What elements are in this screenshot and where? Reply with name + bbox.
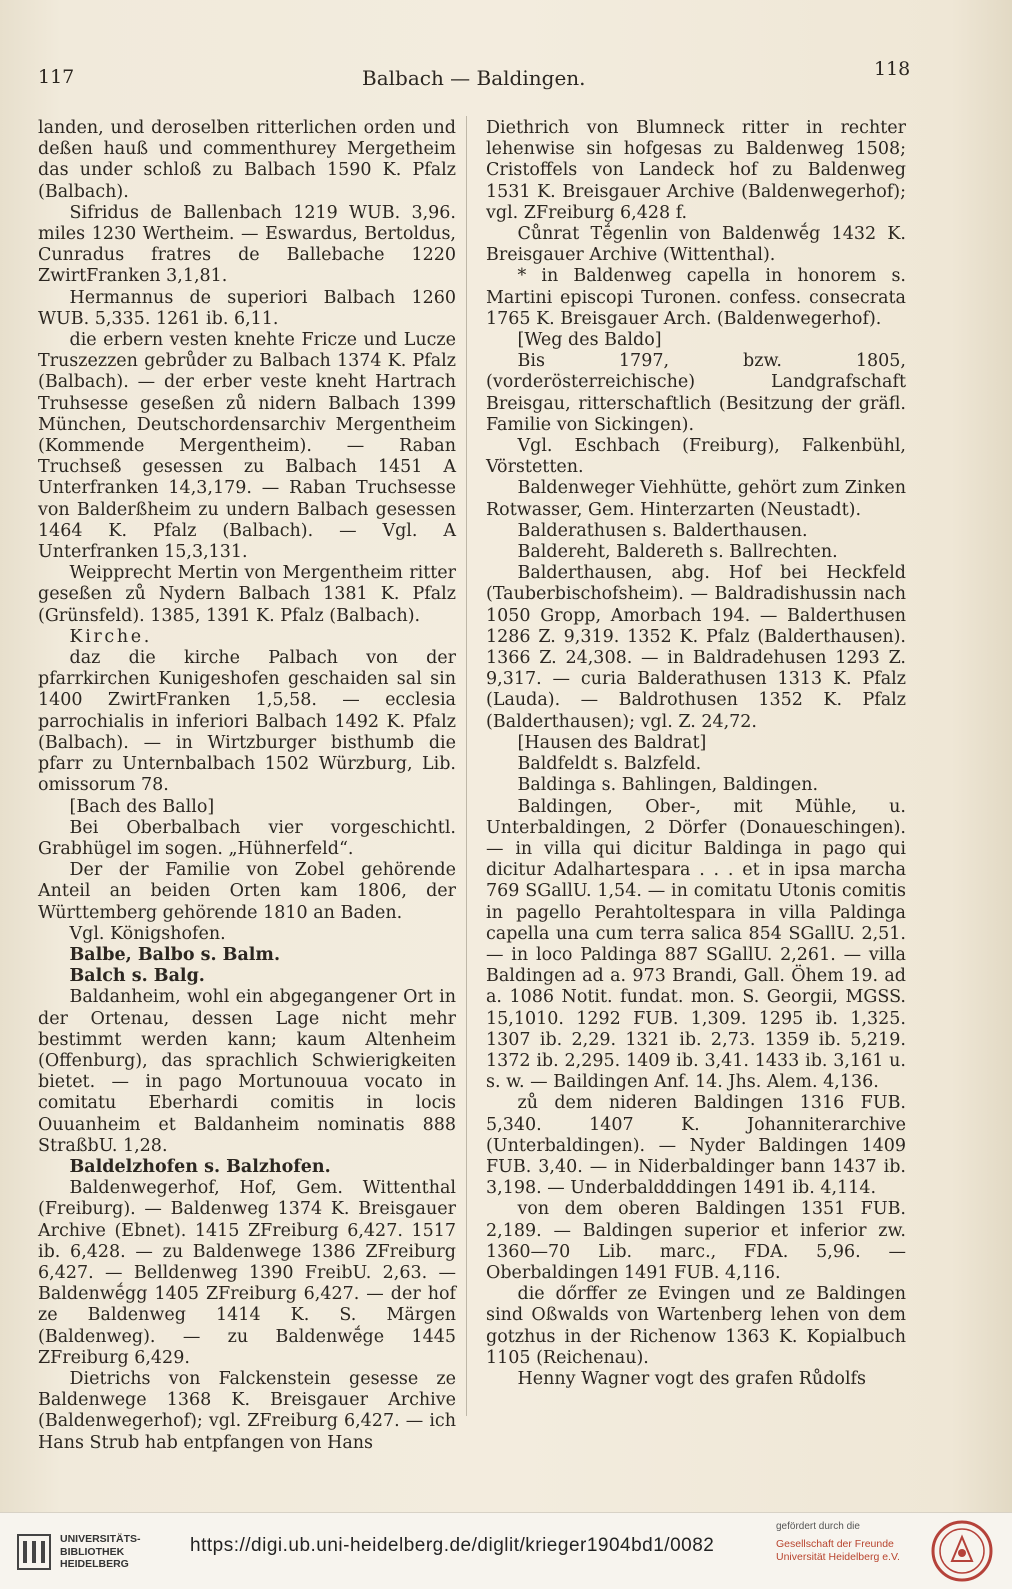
entry-baldenweger-viehhuette: Baldenweger Viehhütte, gehört zum Zinken Rotwasser, Gem. Hinterzarten (Neustadt). xyxy=(486,478,906,520)
paragraph: von dem oberen Baldingen 1351 FUB. 2,189. — Baldingen superior et inferior zw. 1360—70 Lib. marc., FDA. 5,96. — Oberbaldingen 1491 FUB. 4,116. xyxy=(486,1199,906,1283)
entry-lemma: Balbe, Balbo s. Balm. xyxy=(69,944,281,965)
permalink-url[interactable]: https://digi.ub.uni-heidelberg.de/diglit/krieger1904bd1/0082 xyxy=(190,1535,715,1556)
entry-baldfeldt: Baldfeldt s. Balzfeld. xyxy=(517,754,702,775)
paragraph: Hermannus de superiori Balbach 1260 WUB. 5,335. 1261 ib. 6,11. xyxy=(38,287,456,329)
paragraph: Bei Oberbalbach vier vorgeschichtl. Grabhügel im sogen. „Hühnerfeld“. xyxy=(38,817,456,859)
right-column xyxy=(486,118,906,1390)
sponsor-block[interactable] xyxy=(776,1521,916,1564)
left-column xyxy=(38,118,456,1454)
paragraph: Henny Wagner vogt des grafen Růdolfs xyxy=(517,1368,866,1389)
entry-balderthausen: Balderthausen, abg. Hof bei Heckfeld (Tauberbischofsheim). — Baldradishussin nach 1050 Gropp, Amorbach 194. — Balderthusen 1286 Z. 9,319. 1352 K. Pfalz (Balderthausen). 1366 Z. 24,308. — in Baldradehusen 1293 Z. 9,317. — curia Balderathusen 1313 K. Pfalz (Lauda). — Baldrothusen 1352 K. Pfalz (Balderthausen); vgl. Z. 24,72. xyxy=(486,563,906,732)
page-number-left: 117 xyxy=(38,66,75,88)
library-logo-icon xyxy=(14,1529,54,1575)
viewer-footer xyxy=(0,1512,1012,1589)
column-divider xyxy=(466,116,467,1416)
paragraph: [Hausen des Baldrat] xyxy=(517,732,707,753)
entry-baldereht: Baldereht, Baldereth s. Ballrechten. xyxy=(517,542,838,563)
page-title: Balbach — Baldingen. xyxy=(362,66,586,90)
entry-lemma: Baldelzhofen s. Balzhofen. xyxy=(69,1156,331,1177)
paragraph: [Weg des Baldo] xyxy=(517,330,662,351)
paragraph: die dőrffer ze Evingen und ze Baldingen sind Oßwalds von Wartenberg lehen von dem gotzhus in der Richenow 1363 K. Kopialbuch 1105 (Reichenau). xyxy=(486,1284,906,1368)
paragraph: Dietrichs von Falckenstein gesesse ze Baldenwege 1368 K. Breisgauer Archive (Baldenwegerhof); vgl. ZFreiburg 6,427. — ich Hans Strub hab entpfangen von Hans xyxy=(38,1368,456,1453)
entry-baldanheim: Baldanheim, wohl ein abgegangener Ort in der Ortenau, dessen Lage nicht mehr bestimmt werden kann; kaum Altenheim (Offenburg), das sprachlich Schwierigkeiten bietet. — in pago Mortunouua vocato in comitatu Eberhardi comitis in locis Ouuanheim et Baldanheim nominatis 888 StraßbU. 1,28. xyxy=(38,987,456,1156)
paragraph: Bis 1797, bzw. 1805, (vorderösterreichische) Landgrafschaft Breisgau, ritterschaftlich (Besitzung der gräfl. Familie von Sickingen). xyxy=(486,351,906,435)
page-number-right: 118 xyxy=(874,58,911,80)
paragraph: Diethrich von Blumneck ritter in rechter lehenwise sin hofgesas zu Baldenweg 1508; Cristoffels von Landeck hof zu Baldenweg 1531 K. Breisgauer Archive (Baldenwegerhof); vgl. ZFreiburg 6,428 f. xyxy=(486,118,906,223)
paragraph: Cůnrat Tḗgenlin von Baldenwḗg 1432 K. Breisgauer Archive (Wittenthal). xyxy=(486,224,906,266)
paragraph: Vgl. Königshofen. xyxy=(69,923,226,944)
paragraph: Weipprecht Mertin von Mergentheim ritter geseßen zů Nydern Balbach 1381 K. Pfalz (Grünsfeld). 1385, 1391 K. Pfalz (Balbach). xyxy=(38,563,456,626)
running-head xyxy=(32,58,912,92)
paragraph: landen, und deroselben ritterlichen orden und deßen hauß und commenthurey Mergetheim das under schloß zu Balbach 1590 K. Pfalz (Balbach). xyxy=(38,118,456,202)
paragraph: Sifridus de Ballenbach 1219 WUB. 3,96. miles 1230 Wertheim. — Eswardus, Bertoldus, Cunradus fratres de Ballebache 1220 ZwirtFranken 3,1,81. xyxy=(38,202,456,287)
paragraph: [Bach des Ballo] xyxy=(69,796,215,817)
entry-lemma: Balch s. Balg. xyxy=(69,966,205,987)
entry-baldingen: Baldingen, Ober-, mit Mühle, u. Unterbaldingen, 2 Dörfer (Donaueschingen). — in villa qui dicitur Baldinga in pago qui dicitur Adalhartespara . . . et in ipsa marcha 769 SGallU. 1,54. — in comitatu Utonis comitis in pagello Perahtoltespara in villa Paldinga capella una cum terra salica 854 SGallU. 2,51. — in loco Paldinga 887 SGallU. 2,261. — villa Baldingen ad a. 973 Brandi, Gall. Öhem 19. ad a. 1086 Notit. fundat. mon. S. Georgii, MGSS. 15,1010. 1292 FUB. 1,309. 1295 ib. 1,325. 1307 ib. 2,29. 1321 ib. 2,73. 1359 ib. 5,219. 1372 ib. 2,295. 1409 ib. 3,41. 1433 ib. 3,161 u. s. w. — Baildingen Anf. 14. Jhs. Alem. 4,136. xyxy=(486,796,906,1093)
paragraph: daz die kirche Palbach von der pfarrkirchen Kunigeshofen geschaiden sal sin 1400 ZwirtFranken 1,5,58. — ecclesia parrochialis in inferiori Balbach 1492 K. Pfalz (Balbach). — in Wirtzburger bisthumb die pfarr zu Unternbalbach 1502 Würzburg, Lib. omissorum 78. xyxy=(38,648,456,796)
paragraph: * in Baldenweg capella in honorem s. Martini episcopi Turonen. confess. consecrata 1765 K. Breisgauer Arch. (Baldenwegerhof). xyxy=(486,266,906,329)
sponsor-name: Gesellschaft der Freunde Universität Heidelberg e.V. xyxy=(776,1538,900,1563)
paragraph: Vgl. Eschbach (Freiburg), Falkenbühl, Vörstetten. xyxy=(486,436,906,478)
sponsor-note: gefördert durch die xyxy=(776,1521,860,1532)
university-seal-icon xyxy=(930,1519,994,1583)
entry-baldenwegerhof: Baldenwegerhof, Hof, Gem. Wittenthal (Freiburg). — Baldenweg 1374 K. Breisgauer Archive (Ebnet). 1415 ZFreiburg 6,427. 1517 ib. 6,428. — zu Baldenwege 1386 ZFreiburg 6,427. — Belldenweg 1390 FreibU. 2,63. — Baldenwḗgg 1405 ZFreiburg 6,427. — der hof ze Baldenweg 1414 K. S. Märgen (Baldenweg). — zu Baldenwḗge 1445 ZFreiburg 6,429. xyxy=(38,1178,456,1368)
paragraph: zů dem nideren Baldingen 1316 FUB. 5,340. 1407 K. Johanniterarchive (Unterbaldingen). — Nyder Baldingen 1409 FUB. 3,40. — in Niderbaldinger bann 1437 ib. 3,198. — Underbaldddingen 1491 ib. 4,114. xyxy=(486,1093,906,1199)
entry-balderathusen: Balderathusen s. Balderthausen. xyxy=(517,520,808,541)
paragraph: Der der Familie von Zobel gehörende Anteil an beiden Orten kam 1806, der Württemberg gehörende 1810 an Baden. xyxy=(38,860,456,923)
section-heading: Kirche. xyxy=(69,626,152,647)
entry-baldinga: Baldinga s. Bahlingen, Baldingen. xyxy=(517,775,819,796)
library-logo[interactable] xyxy=(14,1529,174,1575)
paragraph: die erbern vesten knehte Fricze und Lucze Truszezzen gebrůder zu Balbach 1374 K. Pfalz (Balbach). — der erber veste kneht Hartrach Truhsesse geseßen zů nidern Balbach 1399 München, Deutschordensarchiv Mergentheim (Kommende Mergentheim). — Raban Truchseß gesessen zu Balbach 1451 A Unterfranken 14,3,179. — Raban Truchsesse von Balderßheim zu undern Balbach gesessen 1464 K. Pfalz (Balbach). — Vgl. A Unterfranken 15,3,131. xyxy=(38,330,456,563)
library-logo-text: UNIVERSITÄTS- BIBLIOTHEK HEIDELBERG xyxy=(60,1533,141,1570)
